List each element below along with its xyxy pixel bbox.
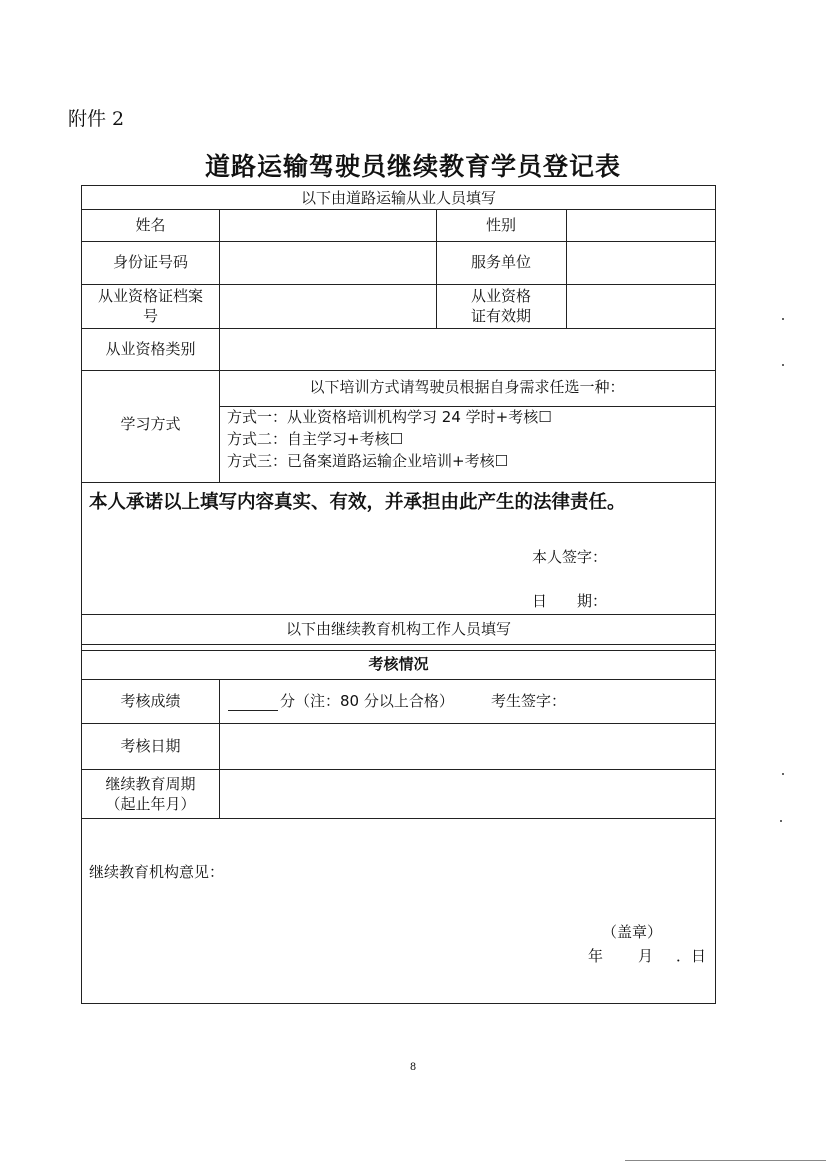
name-label: 姓名 [135, 216, 166, 234]
scan-edge-line [625, 1160, 826, 1161]
cert-valid-label-2: 证有效期 [470, 307, 531, 325]
cert-category-field[interactable] [221, 330, 713, 368]
opinion-year-label: 年 [588, 947, 604, 965]
cert-valid-field[interactable] [568, 286, 713, 326]
pledge-statement: 本人承诺以上填写内容真实、有效，并承担由此产生的法律责任。 [89, 492, 626, 513]
opinion-day-label: ．日 [676, 947, 707, 965]
assessment-date-field[interactable] [221, 725, 713, 767]
study-option-1[interactable]: 方式一：从业资格培训机构学习 24 学时+考核☐ [227, 408, 552, 426]
cycle-label-1: 继续教育周期 [105, 775, 196, 793]
cert-category-label: 从业资格类别 [105, 340, 196, 358]
employer-label: 服务单位 [470, 253, 531, 271]
assessment-header: 考核情况 [368, 655, 429, 673]
scan-speck [782, 773, 784, 775]
section-institution-header: 以下由继续教育机构工作人员填写 [285, 620, 511, 638]
score-label: 考核成绩 [120, 692, 181, 710]
study-method-label: 学习方式 [120, 415, 181, 433]
form-title: 道路运输驾驶员继续教育学员登记表 [204, 152, 621, 181]
study-option-2[interactable]: 方式二：自主学习+考核☐ [227, 430, 404, 448]
cycle-field[interactable] [221, 771, 713, 816]
scan-speck [782, 318, 784, 320]
study-method-instruction: 以下培训方式请驾驶员根据自身需求任选一种： [309, 378, 625, 396]
gender-label: 性别 [485, 216, 516, 234]
study-option-3[interactable]: 方式三：已备案道路运输企业培训+考核☐ [227, 452, 509, 470]
name-field[interactable] [221, 211, 434, 239]
cert-file-no-label-1: 从业资格证档案 [97, 287, 203, 305]
score-blank[interactable] [228, 696, 278, 711]
cert-valid-label-1: 从业资格 [470, 287, 531, 305]
seal-label: （盖章） [602, 923, 663, 941]
page-number: 8 [409, 1062, 417, 1073]
registration-form [81, 185, 716, 1004]
employer-field[interactable] [568, 243, 713, 283]
score-note: 分（注：80 分以上合格） [280, 692, 454, 710]
institution-opinion-label: 继续教育机构意见： [89, 863, 225, 881]
score-entry[interactable] [228, 691, 454, 711]
scan-speck [780, 820, 782, 822]
examinee-signature-label: 考生签字： [491, 692, 567, 710]
gender-field[interactable] [568, 211, 713, 239]
attachment-label: 附件 2 [68, 108, 125, 130]
pledge-date-label: 日 期： [532, 592, 608, 610]
id-number-label: 身份证号码 [112, 253, 188, 271]
assessment-date-label: 考核日期 [120, 737, 181, 755]
opinion-month-label: 月 [638, 947, 654, 965]
cert-file-no-label-2: 号 [142, 307, 158, 325]
cert-file-no-field[interactable] [221, 286, 434, 326]
pledge-signature-label: 本人签字： [532, 548, 608, 566]
section-driver-header: 以下由道路运输从业人员填写 [300, 189, 496, 207]
id-number-field[interactable] [221, 243, 434, 283]
cycle-label-2: （起止年月） [105, 795, 196, 813]
scan-speck [782, 364, 784, 366]
